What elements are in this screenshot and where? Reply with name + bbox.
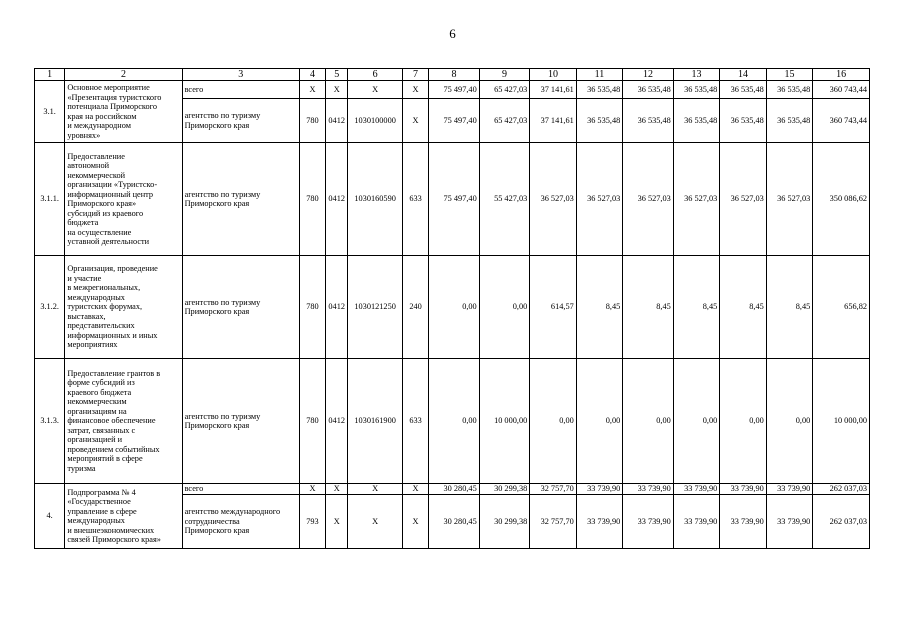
section-code: 0412: [326, 359, 348, 484]
target-code: X: [348, 81, 403, 99]
amount-cell: 8,45: [720, 256, 767, 359]
amount-cell: 8,45: [623, 256, 674, 359]
amount-cell: 33 739,90: [766, 495, 813, 549]
section-code: X: [326, 484, 348, 495]
amount-cell: 0,00: [530, 359, 577, 484]
amount-cell: 36 527,03: [673, 143, 720, 256]
executor: всего: [182, 484, 299, 495]
page-number: 6: [449, 26, 456, 41]
executor: всего: [182, 81, 299, 99]
header-cell: 14: [720, 69, 767, 81]
total-cell: 10 000,00: [813, 359, 870, 484]
amount-cell: 0,00: [479, 256, 530, 359]
amount-cell: 36 527,03: [766, 143, 813, 256]
header-cell: 15: [766, 69, 813, 81]
header-cell: 13: [673, 69, 720, 81]
amount-cell: 37 141,61: [530, 99, 577, 143]
amount-cell: 8,45: [673, 256, 720, 359]
amount-cell: 30 299,38: [479, 495, 530, 549]
executor: агентство по туризму Приморского края: [182, 99, 299, 143]
amount-cell: 37 141,61: [530, 81, 577, 99]
header-cell: 5: [326, 69, 348, 81]
grbs-code: X: [299, 484, 325, 495]
table-row: [35, 484, 870, 495]
amount-cell: 65 427,03: [479, 81, 530, 99]
row-number: 4.: [35, 484, 65, 549]
expense-code: 633: [402, 359, 428, 484]
total-cell: 262 037,03: [813, 495, 870, 549]
amount-cell: 33 739,90: [576, 495, 623, 549]
table-row: [35, 143, 870, 256]
header-cell: 8: [429, 69, 480, 81]
grbs-code: X: [299, 81, 325, 99]
total-cell: 350 086,62: [813, 143, 870, 256]
table-row: [35, 359, 870, 484]
total-cell: 360 743,44: [813, 99, 870, 143]
amount-cell: 36 535,48: [576, 81, 623, 99]
amount-cell: 65 427,03: [479, 99, 530, 143]
expense-code: X: [402, 495, 428, 549]
amount-cell: 33 739,90: [673, 495, 720, 549]
header-cell: 9: [479, 69, 530, 81]
executor: агентство международного сотрудничества Приморского края: [182, 495, 299, 549]
amount-cell: 30 280,45: [429, 495, 480, 549]
header-cell: 16: [813, 69, 870, 81]
row-number: 3.1.1.: [35, 143, 65, 256]
amount-cell: 36 527,03: [623, 143, 674, 256]
amount-cell: 0,00: [766, 359, 813, 484]
total-cell: 262 037,03: [813, 484, 870, 495]
amount-cell: 36 535,48: [576, 99, 623, 143]
amount-cell: 33 739,90: [673, 484, 720, 495]
expense-code: X: [402, 81, 428, 99]
amount-cell: 0,00: [576, 359, 623, 484]
amount-cell: 33 739,90: [720, 484, 767, 495]
amount-cell: 32 757,70: [530, 495, 577, 549]
executor: агентство по туризму Приморского края: [182, 143, 299, 256]
amount-cell: 75 497,40: [429, 143, 480, 256]
amount-cell: 33 739,90: [766, 484, 813, 495]
amount-cell: 36 527,03: [720, 143, 767, 256]
amount-cell: 75 497,40: [429, 99, 480, 143]
executor: агентство по туризму Приморского края: [182, 256, 299, 359]
amount-cell: 36 535,48: [766, 99, 813, 143]
header-cell: 12: [623, 69, 674, 81]
expense-code: 240: [402, 256, 428, 359]
header-cell: 10: [530, 69, 577, 81]
grbs-code: 780: [299, 99, 325, 143]
amount-cell: 10 000,00: [479, 359, 530, 484]
table-row: [35, 81, 870, 99]
activity-name: Основное мероприятие «Презентация туристского потенциала Приморского края на российском и международном уровнях»: [65, 81, 182, 143]
amount-cell: 36 527,03: [530, 143, 577, 256]
target-code: 1030161900: [348, 359, 403, 484]
activity-name: Предоставление автономной некоммерческой организации «Туристско- информационный центр Приморского края» субсидий из краевого бюджета на осуществление уставной деятельности: [65, 143, 182, 256]
amount-cell: 0,00: [673, 359, 720, 484]
amount-cell: 75 497,40: [429, 81, 480, 99]
header-row: [35, 69, 870, 81]
target-code: 1030121250: [348, 256, 403, 359]
row-number: 3.1.3.: [35, 359, 65, 484]
amount-cell: 33 739,90: [576, 484, 623, 495]
amount-cell: 8,45: [766, 256, 813, 359]
target-code: 1030160590: [348, 143, 403, 256]
section-code: 0412: [326, 256, 348, 359]
amount-cell: 33 739,90: [623, 495, 674, 549]
amount-cell: 36 527,03: [576, 143, 623, 256]
activity-name: Организация, проведение и участие в межрегиональных, международных туристских форумах, выставках, представительских информационных и иных мероприятиях: [65, 256, 182, 359]
header-cell: 1: [35, 69, 65, 81]
amount-cell: 0,00: [623, 359, 674, 484]
amount-cell: 36 535,48: [673, 99, 720, 143]
amount-cell: 36 535,48: [720, 99, 767, 143]
section-code: 0412: [326, 99, 348, 143]
amount-cell: 8,45: [576, 256, 623, 359]
target-code: 1030100000: [348, 99, 403, 143]
amount-cell: 36 535,48: [623, 99, 674, 143]
amount-cell: 30 280,45: [429, 484, 480, 495]
amount-cell: 614,57: [530, 256, 577, 359]
grbs-code: 793: [299, 495, 325, 549]
row-number: 3.1.2.: [35, 256, 65, 359]
amount-cell: 30 299,38: [479, 484, 530, 495]
header-cell: 11: [576, 69, 623, 81]
section-code: X: [326, 495, 348, 549]
grbs-code: 780: [299, 143, 325, 256]
activity-name: Подпрограмма № 4 «Государственное управление в сфере международных и внешнеэкономических связей Приморского края»: [65, 484, 182, 549]
expense-code: X: [402, 99, 428, 143]
section-code: 0412: [326, 143, 348, 256]
activity-name: Предоставление грантов в форме субсидий из краевого бюджета некоммерческим организациям на финансовое обеспечение затрат, связанных с организацией и проведением событийных мероприятий в сфере туризма: [65, 359, 182, 484]
header-cell: 6: [348, 69, 403, 81]
amount-cell: 36 535,48: [673, 81, 720, 99]
amount-cell: 32 757,70: [530, 484, 577, 495]
section-code: X: [326, 81, 348, 99]
total-cell: 656,82: [813, 256, 870, 359]
grbs-code: 780: [299, 359, 325, 484]
expense-code: X: [402, 484, 428, 495]
total-cell: 360 743,44: [813, 81, 870, 99]
amount-cell: 33 739,90: [623, 484, 674, 495]
header-cell: 4: [299, 69, 325, 81]
header-cell: 7: [402, 69, 428, 81]
table-row: [35, 256, 870, 359]
program-table: [34, 68, 870, 549]
grbs-code: 780: [299, 256, 325, 359]
amount-cell: 0,00: [720, 359, 767, 484]
amount-cell: 55 427,03: [479, 143, 530, 256]
amount-cell: 0,00: [429, 256, 480, 359]
amount-cell: 36 535,48: [720, 81, 767, 99]
header-cell: 2: [65, 69, 182, 81]
amount-cell: 36 535,48: [766, 81, 813, 99]
executor: агентство по туризму Приморского края: [182, 359, 299, 484]
amount-cell: 0,00: [429, 359, 480, 484]
amount-cell: 36 535,48: [623, 81, 674, 99]
amount-cell: 33 739,90: [720, 495, 767, 549]
expense-code: 633: [402, 143, 428, 256]
header-cell: 3: [182, 69, 299, 81]
target-code: X: [348, 484, 403, 495]
target-code: X: [348, 495, 403, 549]
row-number: 3.1.: [35, 81, 65, 143]
